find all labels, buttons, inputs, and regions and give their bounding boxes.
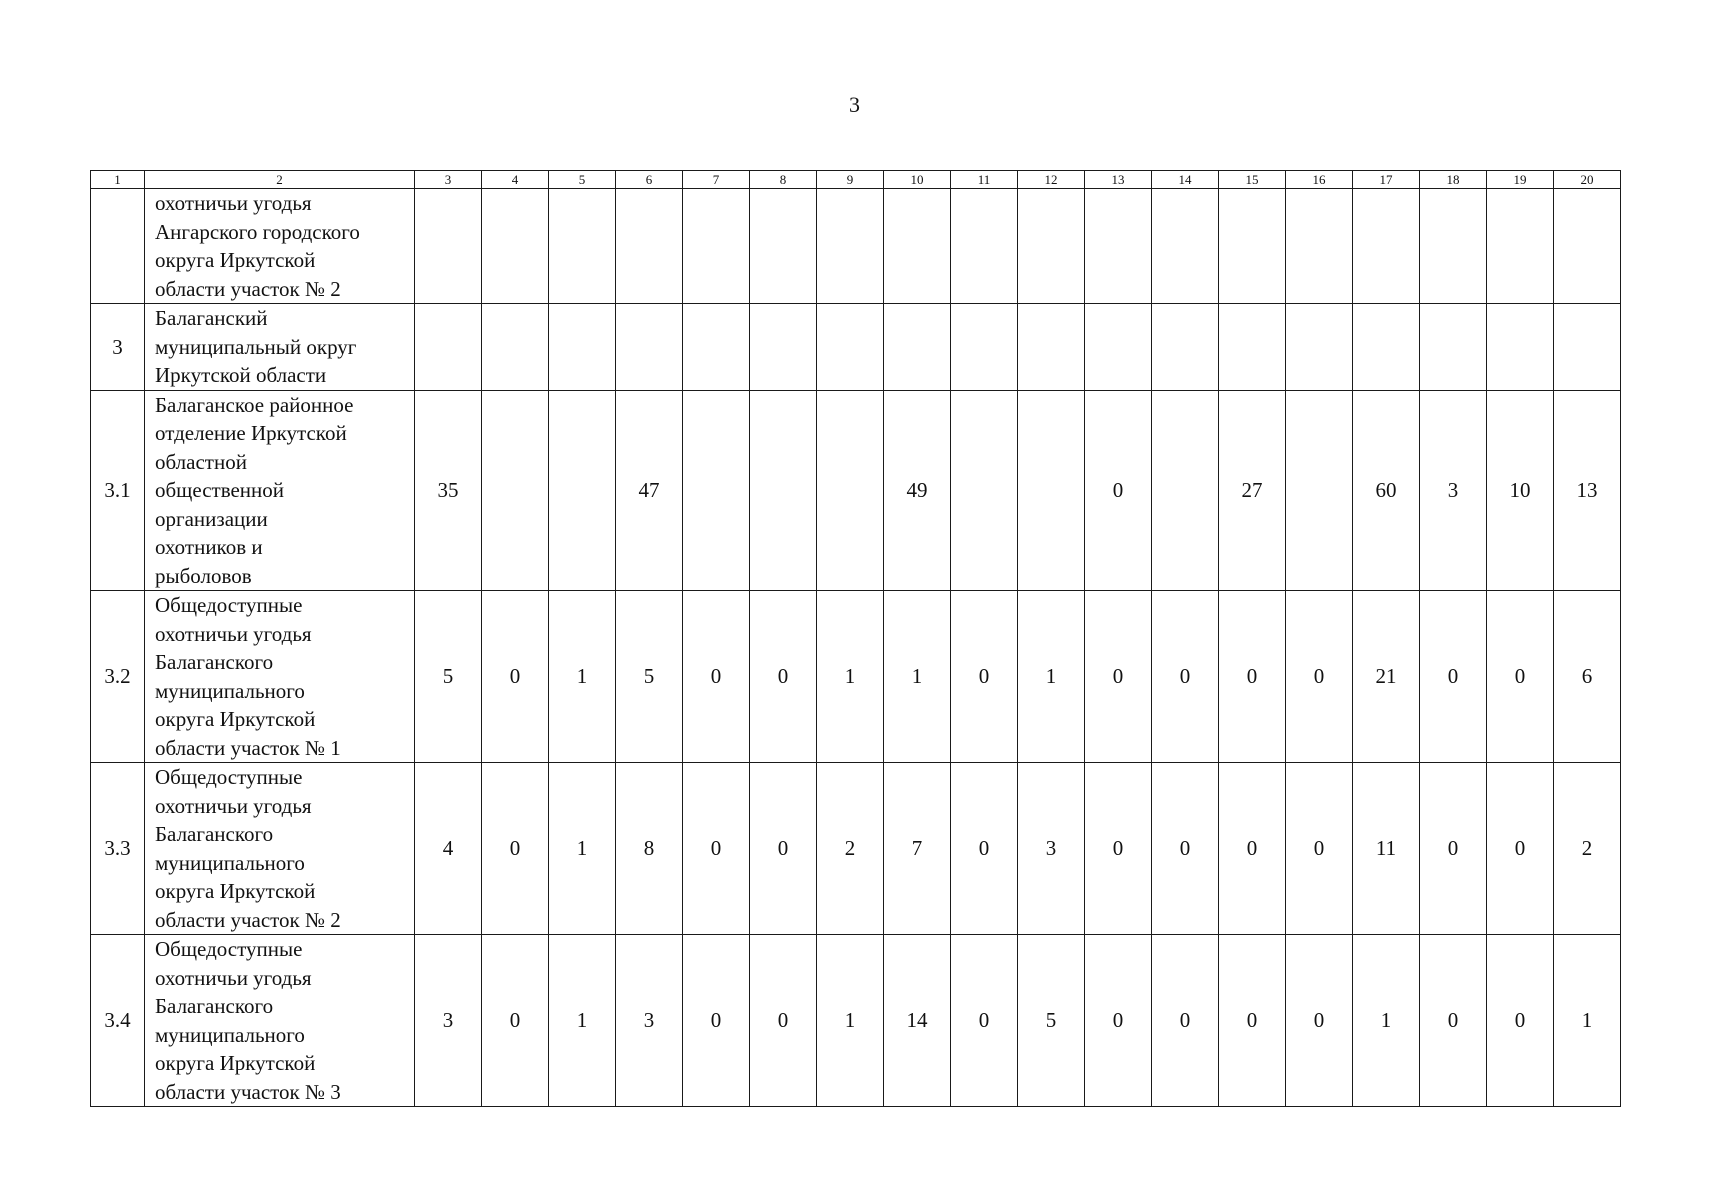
territory-name-cell	[145, 390, 415, 591]
value-cell-col-15: 27	[1219, 390, 1286, 591]
column-header-3: 3	[415, 171, 482, 189]
value-cell-col-6: 3	[616, 935, 683, 1107]
column-header-15: 15	[1219, 171, 1286, 189]
column-header-2: 2	[145, 171, 415, 189]
territory-name-line: округа Иркутской	[155, 248, 316, 272]
value-cell-col-10: 7	[884, 763, 951, 935]
value-cell-col-18	[1420, 189, 1487, 304]
value-cell-col-15: 0	[1219, 935, 1286, 1107]
value-cell-col-8: 0	[750, 591, 817, 763]
table-body	[91, 189, 1621, 1107]
territory-name-line: Балаганское районное	[155, 392, 354, 417]
territory-name-line: Балаганского	[155, 650, 274, 674]
table-row	[91, 304, 1621, 391]
territory-name-line: Общедоступные	[155, 593, 303, 617]
value-cell-col-19: 10	[1487, 390, 1554, 591]
value-cell-col-12: 1	[1018, 591, 1085, 763]
value-cell-col-8	[750, 390, 817, 591]
value-cell-col-4: 0	[482, 763, 549, 935]
column-header-14: 14	[1152, 171, 1219, 189]
territory-name-cell	[145, 189, 415, 304]
value-cell-col-11: 0	[951, 763, 1018, 935]
territory-name-line: области участок № 3	[155, 1079, 341, 1104]
value-cell-col-3: 3	[415, 935, 482, 1107]
value-cell-col-13	[1085, 189, 1152, 304]
value-cell-col-4	[482, 304, 549, 391]
data-table	[90, 170, 1621, 1107]
territory-name-line: общественной	[155, 478, 285, 502]
value-cell-col-17: 60	[1353, 390, 1420, 591]
value-cell-col-20	[1554, 189, 1621, 304]
value-cell-col-15: 0	[1219, 591, 1286, 763]
value-cell-col-6	[616, 189, 683, 304]
value-cell-col-11: 0	[951, 591, 1018, 763]
value-cell-col-12: 3	[1018, 763, 1085, 935]
value-cell-col-9: 1	[817, 591, 884, 763]
value-cell-col-8: 0	[750, 935, 817, 1107]
territory-name-line: отделение Иркутской	[155, 421, 347, 445]
value-cell-col-12	[1018, 189, 1085, 304]
value-cell-col-11	[951, 390, 1018, 591]
value-cell-col-13: 0	[1085, 763, 1152, 935]
value-cell-col-14	[1152, 390, 1219, 591]
territory-name-cell	[145, 591, 415, 763]
value-cell-col-14: 0	[1152, 935, 1219, 1107]
territory-name-line: Иркутской области	[155, 363, 327, 387]
value-cell-col-3	[415, 189, 482, 304]
value-cell-col-13: 0	[1085, 390, 1152, 591]
value-cell-col-12: 5	[1018, 935, 1085, 1107]
value-cell-col-7: 0	[683, 935, 750, 1107]
territory-name-line: Общедоступные	[155, 937, 303, 961]
territory-name-line: Балаганского	[155, 822, 274, 846]
value-cell-col-14: 0	[1152, 591, 1219, 763]
value-cell-col-13	[1085, 304, 1152, 391]
value-cell-col-20: 6	[1554, 591, 1621, 763]
value-cell-col-18: 3	[1420, 390, 1487, 591]
table-row	[91, 189, 1621, 304]
table-row	[91, 763, 1621, 935]
territory-name-line: области участок № 2	[155, 276, 341, 301]
territory-name-line: округа Иркутской	[155, 1051, 316, 1075]
row-number-cell: 3.1	[91, 390, 145, 591]
territory-name-line: охотничьи угодья	[155, 191, 312, 215]
value-cell-col-8: 0	[750, 763, 817, 935]
value-cell-col-17: 21	[1353, 591, 1420, 763]
value-cell-col-19	[1487, 189, 1554, 304]
column-header-19: 19	[1487, 171, 1554, 189]
value-cell-col-15	[1219, 304, 1286, 391]
value-cell-col-10	[884, 189, 951, 304]
column-header-6: 6	[616, 171, 683, 189]
value-cell-col-16	[1286, 189, 1353, 304]
value-cell-col-17: 1	[1353, 935, 1420, 1107]
value-cell-col-8	[750, 189, 817, 304]
value-cell-col-12	[1018, 390, 1085, 591]
territory-name-line: охотничьи угодья	[155, 793, 312, 818]
value-cell-col-15	[1219, 189, 1286, 304]
value-cell-col-4: 0	[482, 591, 549, 763]
value-cell-col-10	[884, 304, 951, 391]
row-number-cell	[91, 189, 145, 304]
value-cell-col-9	[817, 304, 884, 391]
value-cell-col-20: 1	[1554, 935, 1621, 1107]
value-cell-col-13: 0	[1085, 591, 1152, 763]
territory-name-line: муниципального	[155, 1022, 305, 1047]
table-row	[91, 390, 1621, 591]
value-cell-col-11	[951, 304, 1018, 391]
value-cell-col-5: 1	[549, 763, 616, 935]
territory-name-line: организации	[155, 506, 268, 531]
column-header-12: 12	[1018, 171, 1085, 189]
value-cell-col-17	[1353, 189, 1420, 304]
value-cell-col-19: 0	[1487, 591, 1554, 763]
territory-name-line: муниципального	[155, 850, 305, 875]
value-cell-col-13: 0	[1085, 935, 1152, 1107]
value-cell-col-3: 35	[415, 390, 482, 591]
value-cell-col-10: 14	[884, 935, 951, 1107]
row-number-cell: 3.3	[91, 763, 145, 935]
row-number-cell: 3.2	[91, 591, 145, 763]
column-header-4: 4	[482, 171, 549, 189]
column-header-18: 18	[1420, 171, 1487, 189]
column-header-10: 10	[884, 171, 951, 189]
value-cell-col-6: 8	[616, 763, 683, 935]
value-cell-col-3: 4	[415, 763, 482, 935]
territory-name-line: областной	[155, 449, 247, 474]
territory-name-cell	[145, 935, 415, 1107]
value-cell-col-15: 0	[1219, 763, 1286, 935]
territory-name-line: округа Иркутской	[155, 879, 316, 903]
value-cell-col-16	[1286, 390, 1353, 591]
value-cell-col-20: 13	[1554, 390, 1621, 591]
value-cell-col-14	[1152, 304, 1219, 391]
value-cell-col-9: 1	[817, 935, 884, 1107]
value-cell-col-4	[482, 189, 549, 304]
column-header-7: 7	[683, 171, 750, 189]
column-header-17: 17	[1353, 171, 1420, 189]
table-row	[91, 935, 1621, 1107]
territory-name-line: области участок № 1	[155, 735, 341, 760]
column-header-16: 16	[1286, 171, 1353, 189]
value-cell-col-6: 5	[616, 591, 683, 763]
value-cell-col-19	[1487, 304, 1554, 391]
territory-name-line: охотничьи угодья	[155, 965, 312, 990]
value-cell-col-6	[616, 304, 683, 391]
value-cell-col-14: 0	[1152, 763, 1219, 935]
row-number-cell: 3	[91, 304, 145, 391]
value-cell-col-18: 0	[1420, 591, 1487, 763]
territory-name-line: Балаганского	[155, 994, 274, 1018]
column-header-9: 9	[817, 171, 884, 189]
value-cell-col-9: 2	[817, 763, 884, 935]
value-cell-col-8	[750, 304, 817, 391]
table-row	[91, 591, 1621, 763]
value-cell-col-11: 0	[951, 935, 1018, 1107]
territory-name-line: области участок № 2	[155, 907, 341, 932]
value-cell-col-17: 11	[1353, 763, 1420, 935]
value-cell-col-20: 2	[1554, 763, 1621, 935]
column-header-1: 1	[91, 171, 145, 189]
column-header-20: 20	[1554, 171, 1621, 189]
territory-name-line: охотничьи угодья	[155, 621, 312, 646]
value-cell-col-10: 49	[884, 390, 951, 591]
territory-name-line: рыболовов	[155, 563, 252, 588]
value-cell-col-9	[817, 189, 884, 304]
column-header-5: 5	[549, 171, 616, 189]
value-cell-col-12	[1018, 304, 1085, 391]
territory-name-line: муниципальный округ	[155, 334, 357, 359]
value-cell-col-19: 0	[1487, 763, 1554, 935]
territory-name-cell	[145, 304, 415, 391]
territory-name-line: Общедоступные	[155, 765, 303, 789]
territory-name-line: Балаганский	[155, 306, 268, 330]
value-cell-col-7	[683, 304, 750, 391]
value-cell-col-5	[549, 390, 616, 591]
value-cell-col-5	[549, 304, 616, 391]
value-cell-col-17	[1353, 304, 1420, 391]
value-cell-col-3: 5	[415, 591, 482, 763]
value-cell-col-14	[1152, 189, 1219, 304]
value-cell-col-16: 0	[1286, 935, 1353, 1107]
value-cell-col-20	[1554, 304, 1621, 391]
header-row	[91, 171, 1621, 189]
value-cell-col-5	[549, 189, 616, 304]
page-number: 3	[849, 92, 860, 117]
value-cell-col-16: 0	[1286, 763, 1353, 935]
value-cell-col-7: 0	[683, 591, 750, 763]
value-cell-col-10: 1	[884, 591, 951, 763]
value-cell-col-18: 0	[1420, 763, 1487, 935]
territory-name-line: муниципального	[155, 678, 305, 703]
column-header-8: 8	[750, 171, 817, 189]
value-cell-col-19: 0	[1487, 935, 1554, 1107]
value-cell-col-3	[415, 304, 482, 391]
value-cell-col-7: 0	[683, 763, 750, 935]
value-cell-col-5: 1	[549, 935, 616, 1107]
value-cell-col-7	[683, 390, 750, 591]
value-cell-col-6: 47	[616, 390, 683, 591]
territory-name-line: охотников и	[155, 535, 263, 559]
value-cell-col-11	[951, 189, 1018, 304]
value-cell-col-9	[817, 390, 884, 591]
value-cell-col-18: 0	[1420, 935, 1487, 1107]
value-cell-col-16	[1286, 304, 1353, 391]
column-header-13: 13	[1085, 171, 1152, 189]
value-cell-col-5: 1	[549, 591, 616, 763]
value-cell-col-4: 0	[482, 935, 549, 1107]
value-cell-col-4	[482, 390, 549, 591]
value-cell-col-18	[1420, 304, 1487, 391]
territory-name-line: Ангарского городского	[155, 219, 360, 244]
value-cell-col-7	[683, 189, 750, 304]
row-number-cell: 3.4	[91, 935, 145, 1107]
territory-name-cell	[145, 763, 415, 935]
column-header-11: 11	[951, 171, 1018, 189]
value-cell-col-16: 0	[1286, 591, 1353, 763]
territory-name-line: округа Иркутской	[155, 707, 316, 731]
